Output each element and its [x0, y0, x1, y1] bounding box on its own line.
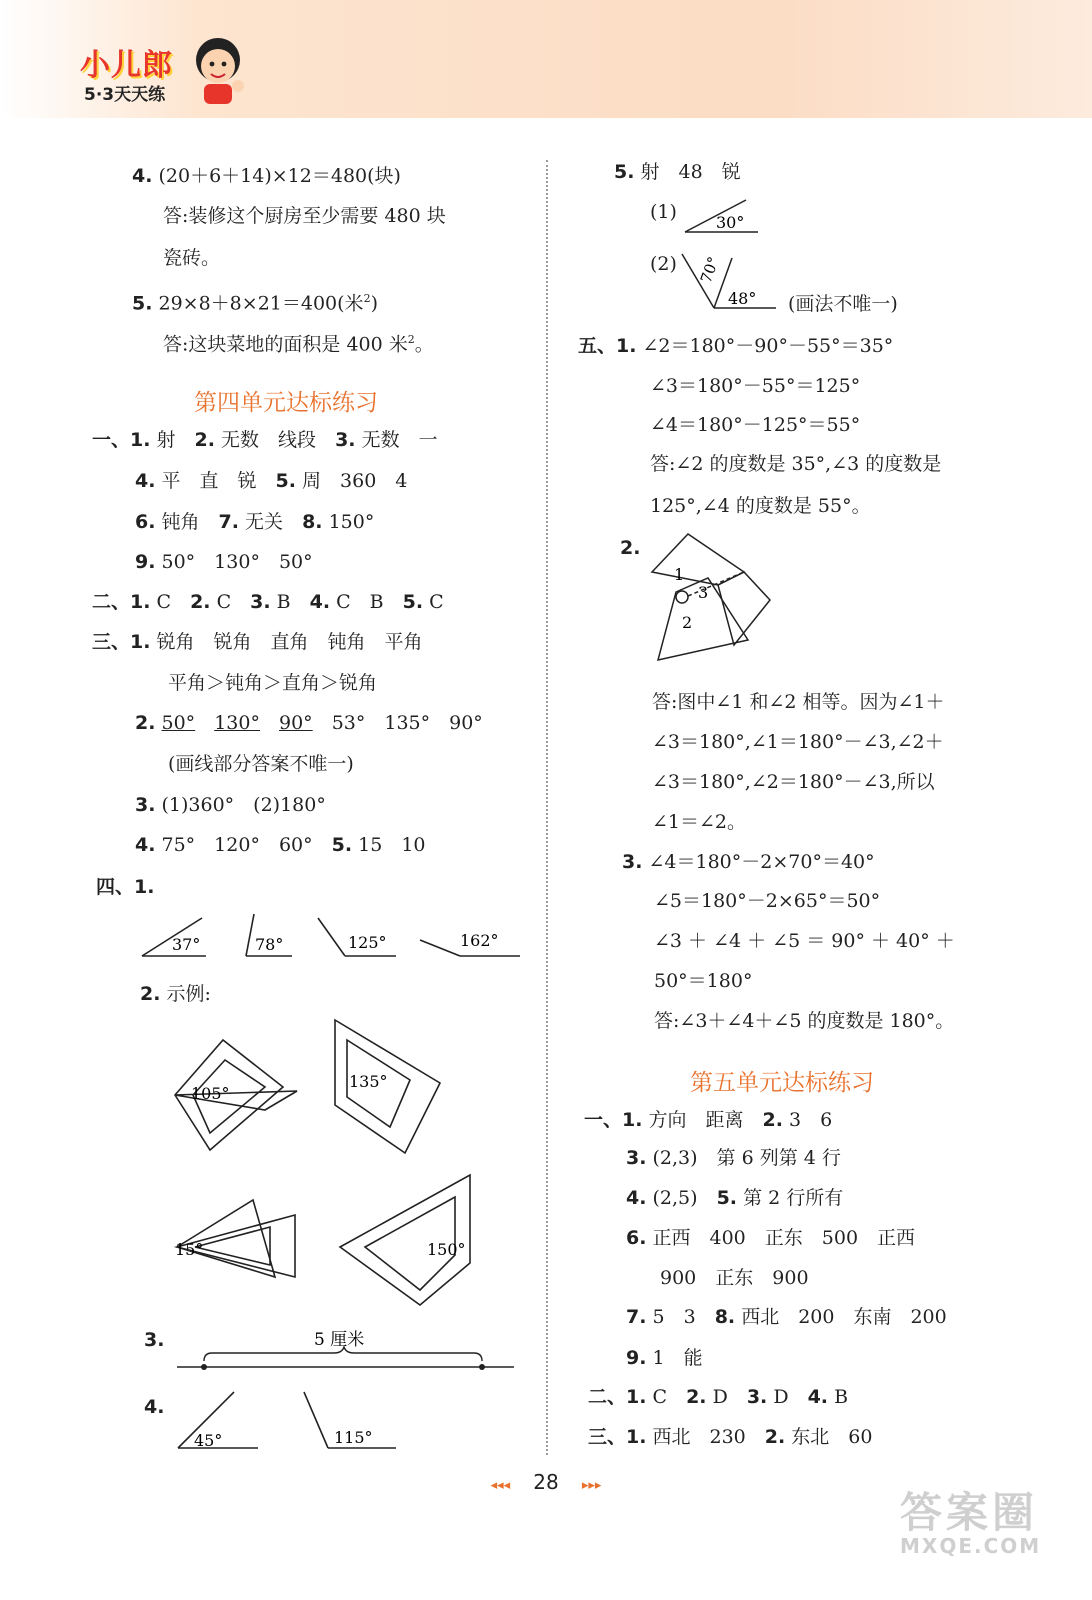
u5s1-a7: 5 3 — [652, 1306, 696, 1328]
s3-a1b: 平角＞钝角＞直角＞锐角 — [168, 672, 378, 694]
u5s3-a1: 西北 230 — [652, 1426, 746, 1448]
watermark — [900, 1480, 1041, 1558]
page-header — [0, 0, 1092, 118]
q5-answer-exponent: 2 — [407, 333, 415, 346]
angle-label-3: 125° — [348, 933, 387, 952]
s1-n4: 4. — [135, 470, 156, 492]
s4-n3: 3. — [144, 1329, 165, 1351]
column-divider — [546, 160, 548, 1455]
s1-a1: 射 — [156, 429, 176, 451]
u5s3-a2: 东北 60 — [791, 1426, 873, 1448]
s5-l2: ∠3＝180°－55°＝125° — [650, 375, 861, 397]
u5s3-label: 三、1. — [588, 1426, 647, 1448]
s5-l1: ∠2＝180°－90°－55°＝35° — [642, 335, 894, 357]
s1-a8: 150° — [328, 511, 375, 533]
angle-label-48: 48° — [728, 289, 757, 308]
next-arrows-icon: ▸▸▸ — [581, 1478, 602, 1493]
angle-30-drawing — [682, 196, 762, 236]
angle-label-115: 115° — [334, 1428, 373, 1447]
s4-n4: 4. — [144, 1396, 165, 1418]
s2-a5: C — [429, 591, 444, 613]
u5s1-a6b: 900 正东 900 — [660, 1267, 809, 1289]
s3-rest: 53° 135° 90° — [331, 712, 483, 734]
s2-n2: 2. — [190, 591, 211, 613]
r-q5-p2: (2) — [650, 253, 677, 275]
s3-a4: 75° 120° 60° — [161, 834, 313, 856]
s1-a6: 钝角 — [161, 511, 200, 533]
s1-n6: 6. — [135, 511, 156, 533]
u5s1-n4: 4. — [626, 1187, 647, 1209]
unit4-title: 第四单元达标练习 — [194, 390, 378, 416]
u5s3-n2: 2. — [764, 1426, 786, 1448]
s5-c2: ∠5＝180°－2×65°＝50° — [654, 890, 881, 912]
u5s2-a2: D — [712, 1386, 728, 1408]
s2-label: 二、1. — [92, 591, 151, 613]
u5s1-n8: 8. — [714, 1306, 736, 1328]
u5s2-a1: C — [652, 1386, 668, 1408]
s1-a2: 无数 线段 — [221, 429, 317, 451]
u5s1-a8: 西北 200 东南 200 — [741, 1306, 947, 1328]
s3-v1: 50° — [161, 712, 196, 734]
q4-number: 4. — [132, 165, 153, 187]
unit5-title: 第五单元达标练习 — [690, 1070, 874, 1096]
s3-a5: 15 10 — [358, 834, 426, 856]
series-name: 5·3天天练 — [84, 85, 166, 105]
s3-n3: 3. — [135, 794, 156, 816]
s1-a4: 平 直 锐 — [161, 470, 257, 492]
angle-label-30: 30° — [716, 213, 745, 232]
s3-a3: (1)360° (2)180° — [161, 794, 326, 816]
angle-label-70: 70° — [696, 254, 723, 286]
q5-expression-close: ) — [370, 292, 378, 315]
angle-label-4: 162° — [460, 931, 499, 950]
u5s1-n3: 3. — [626, 1147, 647, 1169]
u5s1-n5: 5. — [716, 1187, 738, 1209]
u5s1-label: 一、1. — [584, 1109, 643, 1131]
s3-n5: 5. — [331, 834, 353, 856]
s5-c3: ∠3 ＋ ∠4 ＋ ∠5 ＝ 90° ＋ 40° ＋ — [654, 930, 955, 952]
tri-label-135: 135° — [349, 1072, 388, 1091]
s5-n2: 2. — [620, 537, 641, 559]
angle-label-1: 37° — [172, 935, 201, 954]
u5s2-a4: B — [834, 1386, 849, 1408]
u5s2-n4: 4. — [807, 1386, 829, 1408]
q5-answer: 答:这块菜地的面积是 400 米 — [163, 333, 408, 356]
s1-n2: 2. — [194, 429, 215, 451]
folded-paper-drawing — [648, 530, 778, 670]
s4-example: 示例: — [166, 983, 211, 1005]
s5-l3: ∠4＝180°－125°＝55° — [650, 414, 861, 436]
s3-n2: 2. — [135, 712, 156, 734]
u5s2-label: 二、1. — [588, 1386, 647, 1408]
s3-n4: 4. — [135, 834, 156, 856]
brand-logo: 小儿郎 — [80, 48, 173, 83]
u5s1-a3: (2,3) 第 6 列第 4 行 — [652, 1147, 841, 1169]
s2-a1: C — [156, 591, 172, 613]
s1-a7: 无关 — [245, 511, 284, 533]
segment-length-label: 5 厘米 — [314, 1330, 365, 1350]
s2-n5: 5. — [402, 591, 424, 613]
q4-answer-line2: 瓷砖。 — [163, 247, 221, 269]
fold-label-2: 2 — [682, 613, 693, 632]
s5-b1: 答:图中∠1 和∠2 相等。因为∠1＋ — [652, 691, 945, 713]
s5-n3: 3. — [622, 851, 643, 873]
s2-n4: 4. — [309, 591, 331, 613]
r-q5-note: (画法不唯一) — [788, 293, 898, 315]
u5s1-a6: 正西 400 正东 500 正西 — [652, 1227, 916, 1249]
s1-n3: 3. — [335, 429, 356, 451]
s5-c5: 答:∠3＋∠4＋∠5 的度数是 180°。 — [654, 1010, 955, 1032]
q4-expression: (20＋6＋14)×12＝480(块) — [158, 165, 401, 187]
mascot-icon — [190, 34, 250, 106]
s1-label: 一、1. — [92, 429, 151, 451]
tri-label-150: 150° — [427, 1240, 466, 1259]
s1-n7: 7. — [218, 511, 239, 533]
s3-v2: 130° — [214, 712, 260, 734]
prev-arrows-icon: ◂◂◂ — [490, 1478, 511, 1493]
angle-45-115-drawing — [170, 1385, 405, 1455]
u5s2-n3: 3. — [746, 1386, 768, 1408]
s3-label: 三、1. — [92, 631, 151, 653]
s1-a3: 无数 一 — [361, 429, 438, 451]
u5s1-n6: 6. — [626, 1227, 647, 1249]
q5-exponent: 2 — [363, 292, 371, 305]
segment-drawing — [172, 1325, 517, 1375]
u5s2-n2: 2. — [686, 1386, 707, 1408]
triangle-ruler-drawings — [165, 1015, 485, 1315]
u5s1-n9: 9. — [626, 1347, 647, 1369]
u5s1-a9: 1 能 — [652, 1347, 703, 1369]
tri-label-15: 15° — [175, 1240, 204, 1259]
fold-label-1: 1 — [674, 565, 685, 584]
s2-a4: C B — [336, 591, 384, 613]
s5-l5: 125°,∠4 的度数是 55°。 — [650, 495, 871, 517]
s1-a9: 50° 130° 50° — [161, 551, 313, 573]
s2-n3: 3. — [250, 591, 271, 613]
u5s1-a2: 3 6 — [789, 1109, 833, 1131]
angle-70-48-drawing — [680, 250, 780, 312]
angle-label-45: 45° — [194, 1431, 223, 1450]
s4-n2: 2. — [140, 983, 161, 1005]
s5-l4: 答:∠2 的度数是 35°,∠3 的度数是 — [650, 453, 942, 475]
q5-answer-end: 。 — [414, 333, 434, 356]
s1-n5: 5. — [275, 470, 296, 492]
u5s1-n2: 2. — [762, 1109, 783, 1131]
fold-label-3: 3 — [698, 583, 709, 602]
q5-expression: 29×8＋8×21＝400(米 — [158, 292, 364, 315]
s1-a5: 周 360 4 — [302, 470, 408, 492]
watermark-text: 答案圈 — [900, 1488, 1039, 1537]
q5-number: 5. — [132, 292, 153, 315]
u5s1-a4: (2,5) — [652, 1187, 698, 1209]
r-q5-p1: (1) — [650, 201, 677, 223]
q4-answer-line1: 答:装修这个厨房至少需要 480 块 — [163, 205, 446, 227]
r-q5-answer: 射 48 锐 — [640, 161, 741, 183]
s4-label: 四、1. — [96, 876, 155, 898]
u5s1-a5: 第 2 行所有 — [743, 1187, 844, 1209]
r-q5-number: 5. — [614, 161, 635, 183]
s2-a3: B — [276, 591, 291, 613]
s3-a1: 锐角 锐角 直角 钝角 平角 — [156, 631, 423, 653]
s5-b2: ∠3＝180°,∠1＝180°－∠3,∠2＋ — [652, 731, 944, 753]
watermark-url: MXQE.COM — [900, 1534, 1042, 1558]
s1-n9: 9. — [135, 551, 156, 573]
u5s1-n7: 7. — [626, 1306, 647, 1328]
s5-c1: ∠4＝180°－2×70°＝40° — [648, 851, 875, 873]
s2-a2: C — [216, 591, 232, 613]
page-number: 28 — [533, 1470, 559, 1494]
u5s1-a1: 方向 距离 — [648, 1109, 744, 1131]
s5-b3: ∠3＝180°,∠2＝180°－∠3,所以 — [652, 771, 935, 793]
u5s2-a3: D — [773, 1386, 789, 1408]
angle-label-2: 78° — [255, 935, 284, 954]
s3-v3: 90° — [278, 712, 313, 734]
tri-label-105: 105° — [191, 1084, 230, 1103]
s5-label: 五、1. — [578, 335, 637, 357]
s3-note: (画线部分答案不唯一) — [168, 753, 354, 775]
angle-drawings — [140, 910, 530, 965]
s5-c4: 50°＝180° — [654, 970, 753, 992]
s1-n8: 8. — [302, 511, 323, 533]
s5-b4: ∠1＝∠2。 — [652, 811, 747, 833]
